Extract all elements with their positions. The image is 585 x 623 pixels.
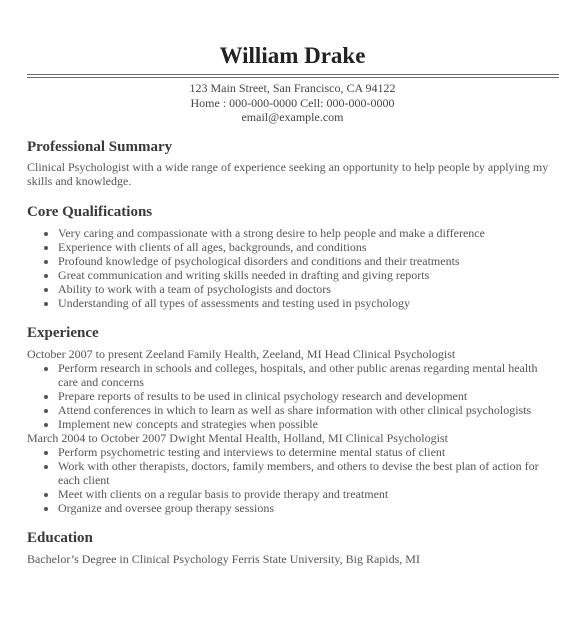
qualification-item: • Great communication and writing skills needed in drafting and giving reports (58, 268, 558, 282)
summary-text: Clinical Psychologist with a wide range of experience seeking an opportunity to help people by applying my skills and knowledge. (27, 160, 549, 188)
education-heading: Education (27, 530, 93, 546)
summary-heading: Professional Summary (27, 139, 173, 155)
qualification-item: • Profound knowledge of psychological disorders and conditions and their treatments (58, 254, 558, 268)
job-duty-item: • Meet with clients on a regular basis to provide therapy and treatment (58, 487, 558, 501)
job-duty-item: • Attend conferences in which to learn as well as share information with other clinical psychologists (58, 403, 558, 417)
experience-heading: Experience (27, 325, 99, 341)
qualification-item: • Understanding of all types of assessments and testing used in psychology (58, 296, 558, 310)
candidate-name: William Drake (219, 43, 366, 68)
job-duty-item: • Organize and oversee group therapy sessions (58, 501, 558, 515)
education-text: Bachelor’s Degree in Clinical Psychology Ferris State University, Big Rapids, MI (27, 552, 420, 566)
contact-email: email@example.com (241, 110, 344, 124)
job-title-line: March 2004 to October 2007 Dwight Mental Health, Holland, MI Clinical Psychologist (27, 431, 448, 445)
header-divider-bottom (27, 77, 559, 78)
job-duties-list (45, 361, 558, 431)
qualification-item: • Very caring and compassionate with a strong desire to help people and make a difference (58, 226, 558, 240)
qualification-item: • Ability to work with a team of psychologists and doctors (58, 282, 558, 296)
contact-phones: Home : 000-000-0000 Cell: 000-000-0000 (190, 96, 395, 110)
job-duty-item: • Work with other therapists, doctors, family members, and others to devise the best plan of action for each client (58, 459, 558, 487)
qualification-item: • Experience with clients of all ages, backgrounds, and conditions (58, 240, 558, 254)
header-divider-top (27, 74, 559, 75)
qualifications-heading: Core Qualifications (27, 204, 153, 220)
contact-address: 123 Main Street, San Francisco, CA 94122 (189, 81, 396, 95)
job-duty-item: • Perform research in schools and colleges, hospitals, and other public arenas regarding mental health care and concerns (58, 361, 558, 389)
qualifications-list (45, 226, 558, 310)
job-duty-item: • Implement new concepts and strategies when possible (58, 417, 558, 431)
job-duty-item: • Prepare reports of results to be used in clinical psychology research and development (58, 389, 558, 403)
job-title-line: October 2007 to present Zeeland Family Health, Zeeland, MI Head Clinical Psychologist (27, 347, 456, 361)
job-duties-list (45, 445, 558, 515)
job-duty-item: • Perform psychometric testing and interviews to determine mental status of client (58, 445, 558, 459)
